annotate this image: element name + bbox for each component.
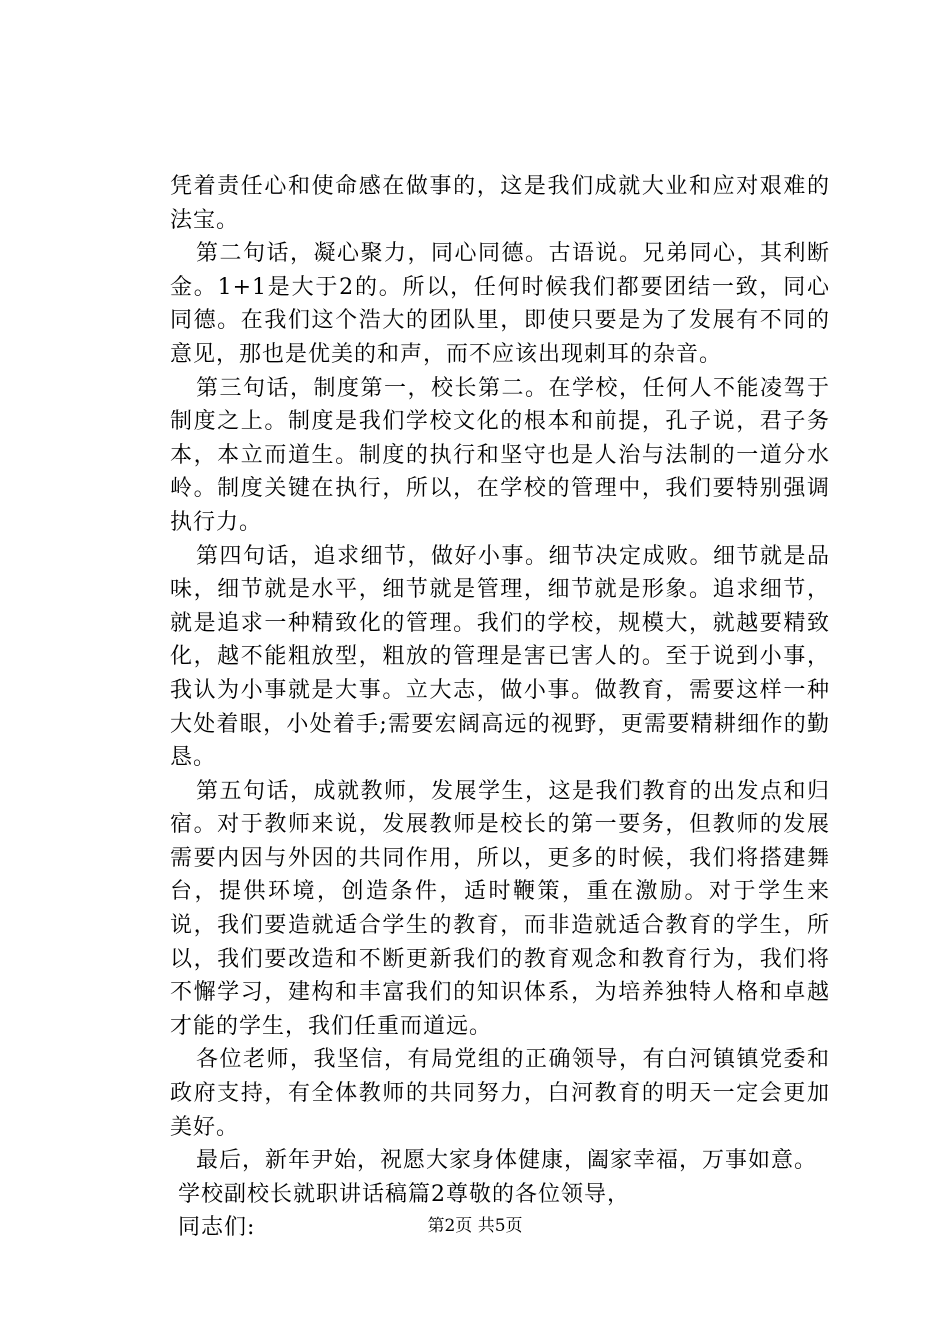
paragraph-belief: 各位老师，我坚信，有局党组的正确领导，有白河镇镇党委和政府支持，有全体教师的共同努力，白河教育的明天一定会更加美好。 [170, 1047, 830, 1140]
page-number-footer: 第2页 共5页 [427, 1216, 523, 1236]
paragraph-second-saying: 第二句话，凝心聚力，同心同德。古语说。兄弟同心，其利断金。1+1是大于2的。所以，任何时候我们都要团结一致，同心同德。在我们这个浩大的团队里，即使只要是为了发展有不同的意见，那也是优美的和声，而不应该出现刺耳的杂音。 [170, 241, 830, 367]
paragraph-next-speech-title: 学校副校长就职讲话稿篇2尊敬的各位领导， [178, 1181, 630, 1207]
paragraph-closing-wishes: 最后，新年尹始，祝愿大家身体健康，阖家幸福，万事如意。 [196, 1148, 818, 1174]
paragraph-fourth-saying: 第四句话，追求细节，做好小事。细节决定成败。细节就是品味，细节就是水平，细节就是管理，细节就是形象。追求细节，就是追求一种精致化的管理。我们的学校，规模大，就越要精致化，越不能粗放型，粗放的管理是害已害人的。至于说到小事，我认为小事就是大事。立大志，做小事。做教育，需要这样一种大处着眼，小处着手;需要宏阔高远的视野，更需要精耕细作的勤恳。 [170, 543, 830, 771]
paragraph-third-saying: 第三句话，制度第一，校长第二。在学校，任何人不能凌驾于制度之上。制度是我们学校文化的根本和前提，孔子说，君子务本，本立而道生。制度的执行和坚守也是人治与法制的一道分水岭。制度关键在执行，所以，在学校的管理中，我们要特别强调执行力。 [170, 375, 830, 535]
document-body [170, 170, 830, 1245]
paragraph-continuation: 凭着责任心和使命感在做事的，这是我们成就大业和应对艰难的法宝。 [170, 174, 830, 233]
paragraph-salutation: 同志们: [178, 1215, 256, 1241]
paragraph-fifth-saying: 第五句话，成就教师，发展学生，这是我们教育的出发点和归宿。对于教师来说，发展教师是校长的第一要务，但教师的发展需要内因与外因的共同作用，所以，更多的时候，我们将搭建舞台，提供环境，创造条件，适时鞭策，重在激励。对于学生来说，我们要造就适合学生的教育，而非造就适合教育的学生，所以，我们要改造和不断更新我们的教育观念和教育行为，我们将不懈学习，建构和丰富我们的知识体系，为培养独特人格和卓越才能的学生，我们任重而道远。 [170, 778, 830, 1039]
